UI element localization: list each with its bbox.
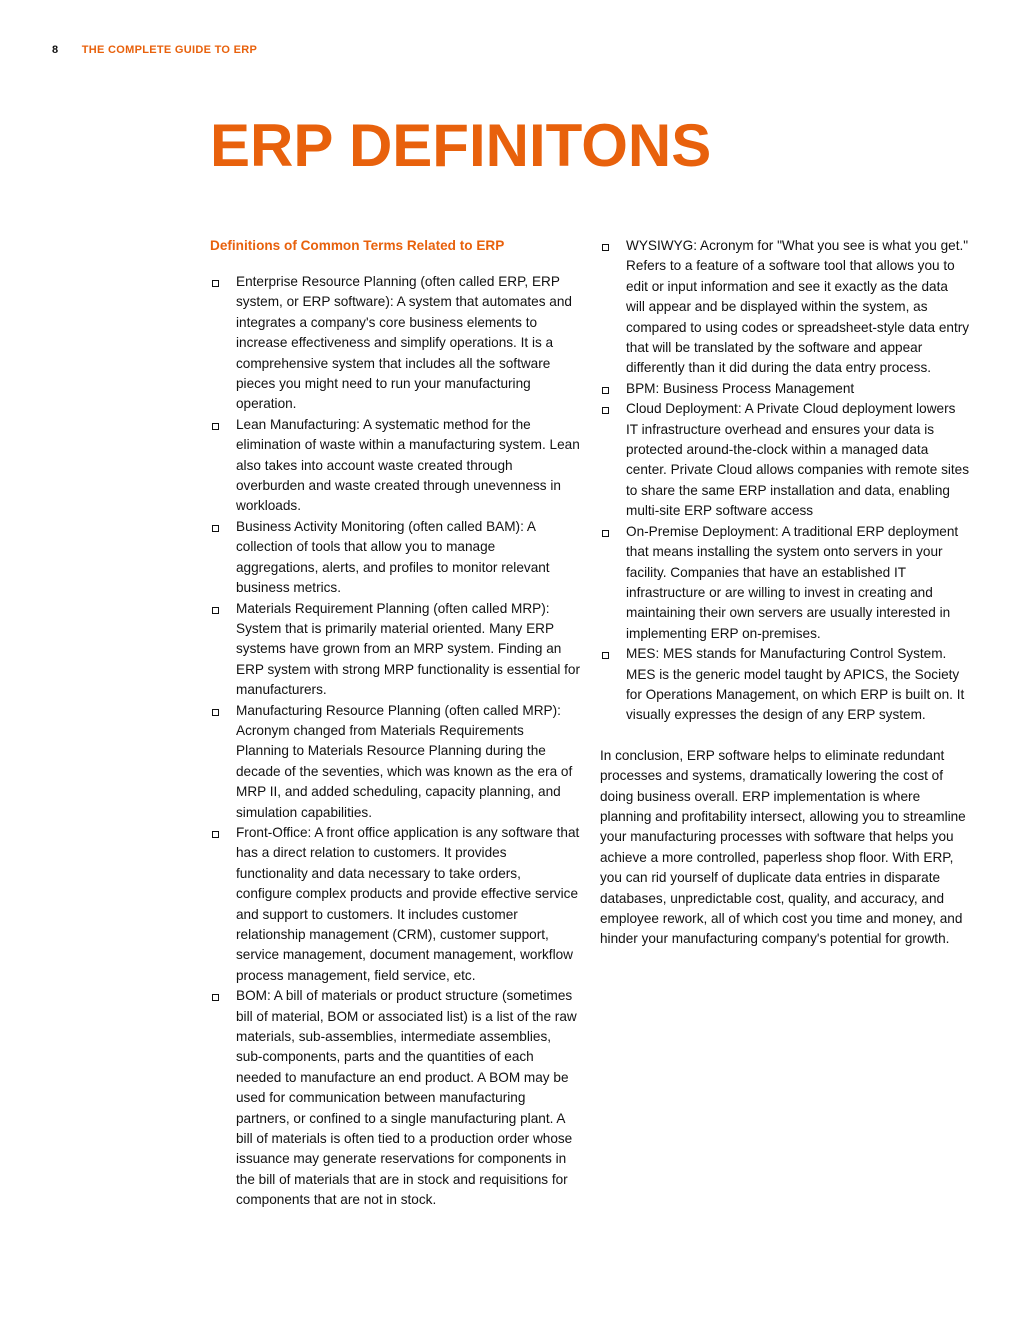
- definition-item-wysiwyg: [600, 236, 970, 379]
- definition-item-front-office: [210, 823, 580, 986]
- definition-item-bam: [210, 517, 580, 599]
- guide-title: THE COMPLETE GUIDE TO ERP: [81, 44, 258, 56]
- definition-text: A systematic method for the elimination of waste within a manufacturing system. Lean also takes into account waste created through overburden and waste created through unevenness in workloads.: [236, 416, 580, 514]
- right-column: [600, 236, 970, 950]
- square-bullet-icon: [602, 387, 609, 394]
- definition-text: A collection of tools that allow you to manage aggregations, alerts, and profiles to monitor relevant business metrics.: [236, 518, 550, 596]
- square-bullet-icon: [212, 423, 219, 430]
- definition-term: MES:: [626, 646, 660, 662]
- definition-text: System that is primarily material oriented. Many ERP systems have grown from an MRP system. Finding an ERP system with strong MRP functionality is essential for manufacturers.: [236, 620, 581, 698]
- definition-term: Manufacturing Resource Planning (often called MRP):: [236, 702, 561, 718]
- definition-term: BOM:: [236, 988, 271, 1004]
- definition-text: Acronym changed from Materials Requirements Planning to Materials Resource Planning during the decade of the seventies, which was known as the era of MRP II, and added scheduling, capacity planning, and simulation capabilities.: [236, 722, 573, 820]
- definition-item-bpm: [600, 379, 970, 399]
- square-bullet-icon: [212, 525, 219, 532]
- square-bullet-icon: [212, 280, 219, 287]
- definition-item-on-premise-deployment: [600, 522, 970, 644]
- definition-term: Business Activity Monitoring (often called BAM):: [236, 518, 524, 534]
- definition-text: Acronym for "What you see is what you get." Refers to a feature of a software tool that allows you to edit or input information and see it exactly as the data will appear and be displayed within the system, as compared to using codes or spreadsheet-style data entry that will be translated by the software and appear differently than it did during the data entry process.: [626, 238, 970, 376]
- square-bullet-icon: [212, 607, 219, 614]
- square-bullet-icon: [212, 709, 219, 716]
- square-bullet-icon: [602, 530, 609, 537]
- definition-term: BPM:: [626, 380, 660, 396]
- definition-text: Business Process Management: [659, 380, 855, 396]
- running-header: [52, 44, 257, 56]
- definition-item-erp: [210, 272, 580, 415]
- definition-item-cloud-deployment: [600, 399, 970, 521]
- definition-term: On-Premise Deployment:: [626, 523, 779, 539]
- definition-item-materials-requirement-planning: [210, 599, 580, 701]
- section-heading: Definitions of Common Terms Related to ERP: [210, 238, 505, 253]
- definition-term: Enterprise Resource Planning (often called ERP, ERP system, or ERP software):: [236, 274, 560, 310]
- definition-list-right: [600, 236, 970, 726]
- definition-item-mes: [600, 644, 970, 726]
- definition-item-bom: [210, 986, 580, 1210]
- square-bullet-icon: [602, 244, 609, 251]
- square-bullet-icon: [602, 407, 609, 414]
- definition-term: Front-Office:: [236, 824, 312, 840]
- definition-text: A front office application is any software that has a direct relation to customers. It provides functionality and data necessary to take orders, configure complex products and provide effective service and support to customers. It includes customer relationship management (CRM), customer support, service management, document management, workflow process management, field service, etc.: [236, 824, 580, 983]
- square-bullet-icon: [212, 831, 219, 838]
- definition-text: MES stands for Manufacturing Control System. MES is the generic model taught by APICS, the Society for Operations Management, on which ERP is built on. It visually expresses the design of any ERP system.: [626, 646, 965, 723]
- definition-text: A system that automates and integrates a company's core business elements to increase effectiveness and simplify operations. It is a comprehensive system that includes all the software pieces you might need to run your manufacturing operation.: [236, 294, 572, 412]
- definition-list-left: [210, 272, 580, 1211]
- page-number: 8: [52, 44, 59, 56]
- left-column: [210, 236, 580, 1211]
- definition-item-lean-manufacturing: [210, 415, 580, 517]
- definition-text: A traditional ERP deployment that means installing the system onto servers in your facility. Companies that have an established IT infrastructure or are willing to invest in creating and maintaining their own servers are usually interested in implementing ERP on-premises.: [626, 523, 959, 641]
- definition-text: A bill of materials or product structure (sometimes bill of material, BOM or associated list) is a list of the raw materials, sub-assemblies, intermediate assemblies, sub-components, parts and the quantities of each needed to manufacture an end product. A BOM may be used for communication between manufacturing partners, or confined to a single manufacturing plant. A bill of materials is often tied to a production order whose issuance may generate reservations for components in the bill of materials that are in stock and requisitions for components that are not in stock.: [236, 988, 577, 1208]
- definition-term: WYSIWYG:: [626, 238, 697, 253]
- square-bullet-icon: [602, 652, 609, 659]
- conclusion-paragraph: In conclusion, ERP software helps to eliminate redundant processes and systems, dramatically lowering the cost of doing business overall. ERP implementation is where planning and profitability intersect, allowing you to streamline your manufacturing processes with software that helps you achieve a more controlled, paperless shop floor. With ERP, you can rid yourself of duplicate data entries in disparate databases, unpredictable cost, quality, and accuracy, and employee rework, all of which cost you time and money, and hinder your manufacturing company's potential for growth.: [600, 747, 966, 947]
- definition-term: Cloud Deployment:: [626, 401, 742, 417]
- definition-text: A Private Cloud deployment lowers IT infrastructure overhead and ensures your data is protected around-the-clock within a managed data center. Private Cloud allows companies with remote sites to share the same ERP installation and data, enabling multi-site ERP software access: [626, 401, 970, 519]
- definition-term: Materials Requirement Planning (often called MRP):: [236, 600, 550, 616]
- square-bullet-icon: [212, 994, 219, 1001]
- definition-item-manufacturing-resource-planning: [210, 701, 580, 823]
- page-title: ERP DEFINITONS: [210, 112, 712, 179]
- definition-term: Lean Manufacturing:: [236, 416, 360, 432]
